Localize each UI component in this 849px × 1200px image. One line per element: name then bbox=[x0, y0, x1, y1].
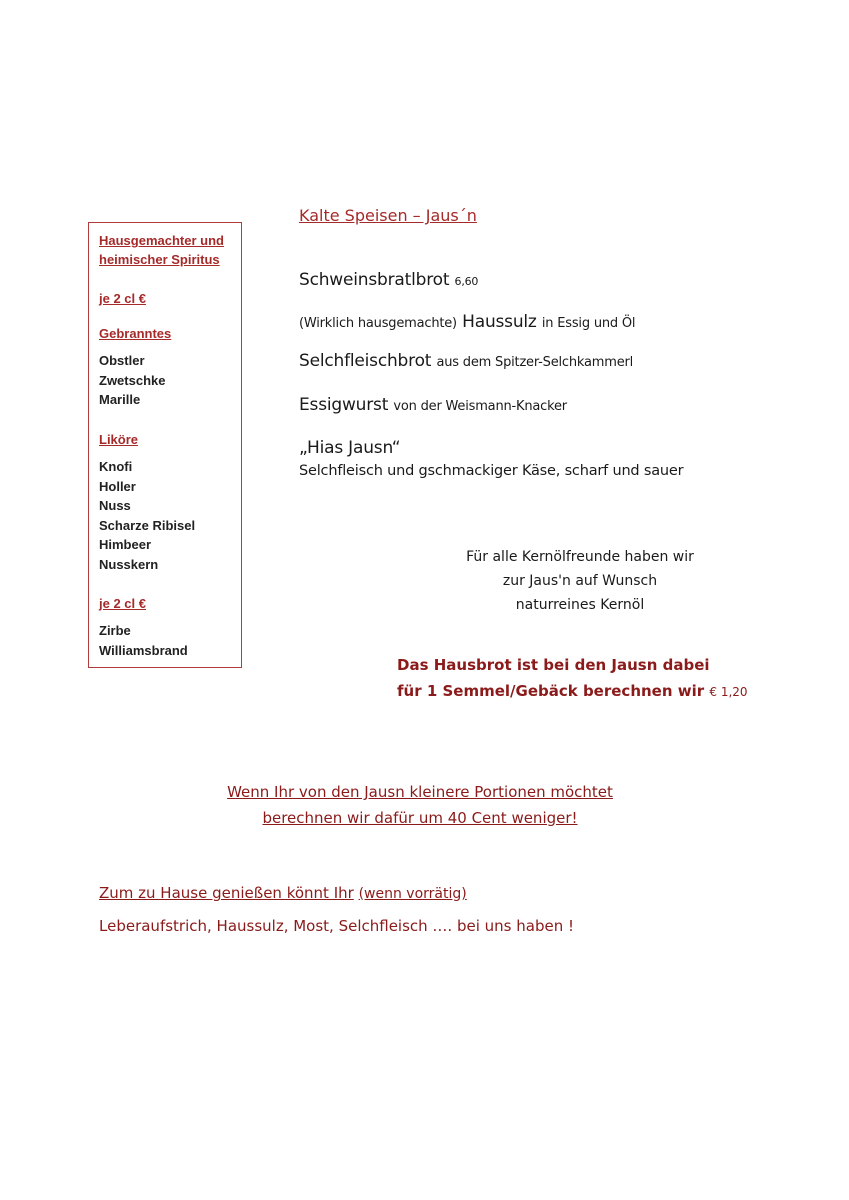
liqueur-item: Nuss bbox=[99, 498, 131, 513]
section-likoere: Liköre bbox=[99, 432, 139, 447]
spirits-price-1: je 2 cl € bbox=[99, 291, 146, 306]
home-note-line2: Leberaufstrich, Haussulz, Most, Selchfleisch …. bei uns haben ! bbox=[99, 917, 574, 935]
liqueur-item: Knofi bbox=[99, 459, 133, 474]
item-suffix: von der Weismann-Knacker bbox=[393, 399, 567, 414]
menu-item-selchfleischbrot bbox=[299, 351, 633, 371]
menu-item-hias-jausn bbox=[299, 438, 400, 458]
item-name: Schweinsbratlbrot bbox=[299, 270, 450, 290]
menu-item-haussulz bbox=[299, 312, 635, 332]
portion-note bbox=[160, 779, 680, 831]
spirits-heading-line2: heimischer Spiritus bbox=[99, 252, 220, 267]
home-note-line1 bbox=[99, 884, 467, 902]
section-gebranntes: Gebranntes bbox=[99, 326, 172, 341]
spirit-item: Obstler bbox=[99, 353, 145, 368]
kernoel-line: Für alle Kernölfreunde haben wir bbox=[466, 549, 694, 565]
item-name: Haussulz bbox=[462, 312, 537, 332]
bread-note-line2 bbox=[397, 682, 748, 700]
item-suffix: in Essig und Öl bbox=[541, 316, 636, 331]
spirit-item: Williamsbrand bbox=[99, 643, 188, 658]
spirit-item: Zirbe bbox=[99, 623, 131, 638]
portion-line: Wenn Ihr von den Jausn kleinere Portionen möchtet bbox=[227, 783, 613, 801]
spirits-box bbox=[88, 222, 242, 668]
item-prefix: (Wirklich hausgemachte) bbox=[299, 316, 457, 331]
home-availability: (wenn vorrätig) bbox=[358, 886, 467, 902]
item-name: „Hias Jausn“ bbox=[299, 438, 401, 458]
kernoel-line: zur Jaus'n auf Wunsch bbox=[502, 573, 658, 589]
liqueur-item: Himbeer bbox=[99, 537, 152, 552]
spirit-item: Marille bbox=[99, 392, 141, 407]
menu-title: Kalte Speisen – Jaus´n bbox=[299, 206, 477, 225]
kernoel-note bbox=[420, 545, 740, 617]
menu-item-essigwurst bbox=[299, 395, 567, 415]
liqueur-item: Scharze Ribisel bbox=[99, 518, 196, 533]
item-name: Selchfleischbrot bbox=[299, 351, 432, 371]
bread-text: für 1 Semmel/Gebäck berechnen wir bbox=[397, 682, 705, 700]
spirit-item: Zwetschke bbox=[99, 373, 166, 388]
liqueur-item: Nusskern bbox=[99, 557, 159, 572]
kernoel-line: naturreines Kernöl bbox=[515, 597, 645, 613]
item-price: 6,60 bbox=[454, 275, 479, 288]
spirits-heading-line1: Hausgemachter und bbox=[99, 233, 224, 248]
menu-item-hias-jausn-desc: Selchfleisch und gschmackiger Käse, scharf und sauer bbox=[299, 463, 684, 479]
item-suffix: aus dem Spitzer-Selchkammerl bbox=[436, 355, 634, 370]
bread-note-line1: Das Hausbrot ist bei den Jausn dabei bbox=[397, 656, 710, 674]
bread-price: € 1,20 bbox=[709, 685, 748, 699]
item-name: Essigwurst bbox=[299, 395, 389, 415]
menu-item-schweinsbratlbrot bbox=[299, 270, 478, 290]
home-title: Zum zu Hause genießen könnt Ihr bbox=[99, 884, 354, 902]
liqueur-item: Holler bbox=[99, 479, 136, 494]
spirits-price-2: je 2 cl € bbox=[99, 596, 146, 611]
portion-line: berechnen wir dafür um 40 Cent weniger! bbox=[262, 809, 578, 827]
